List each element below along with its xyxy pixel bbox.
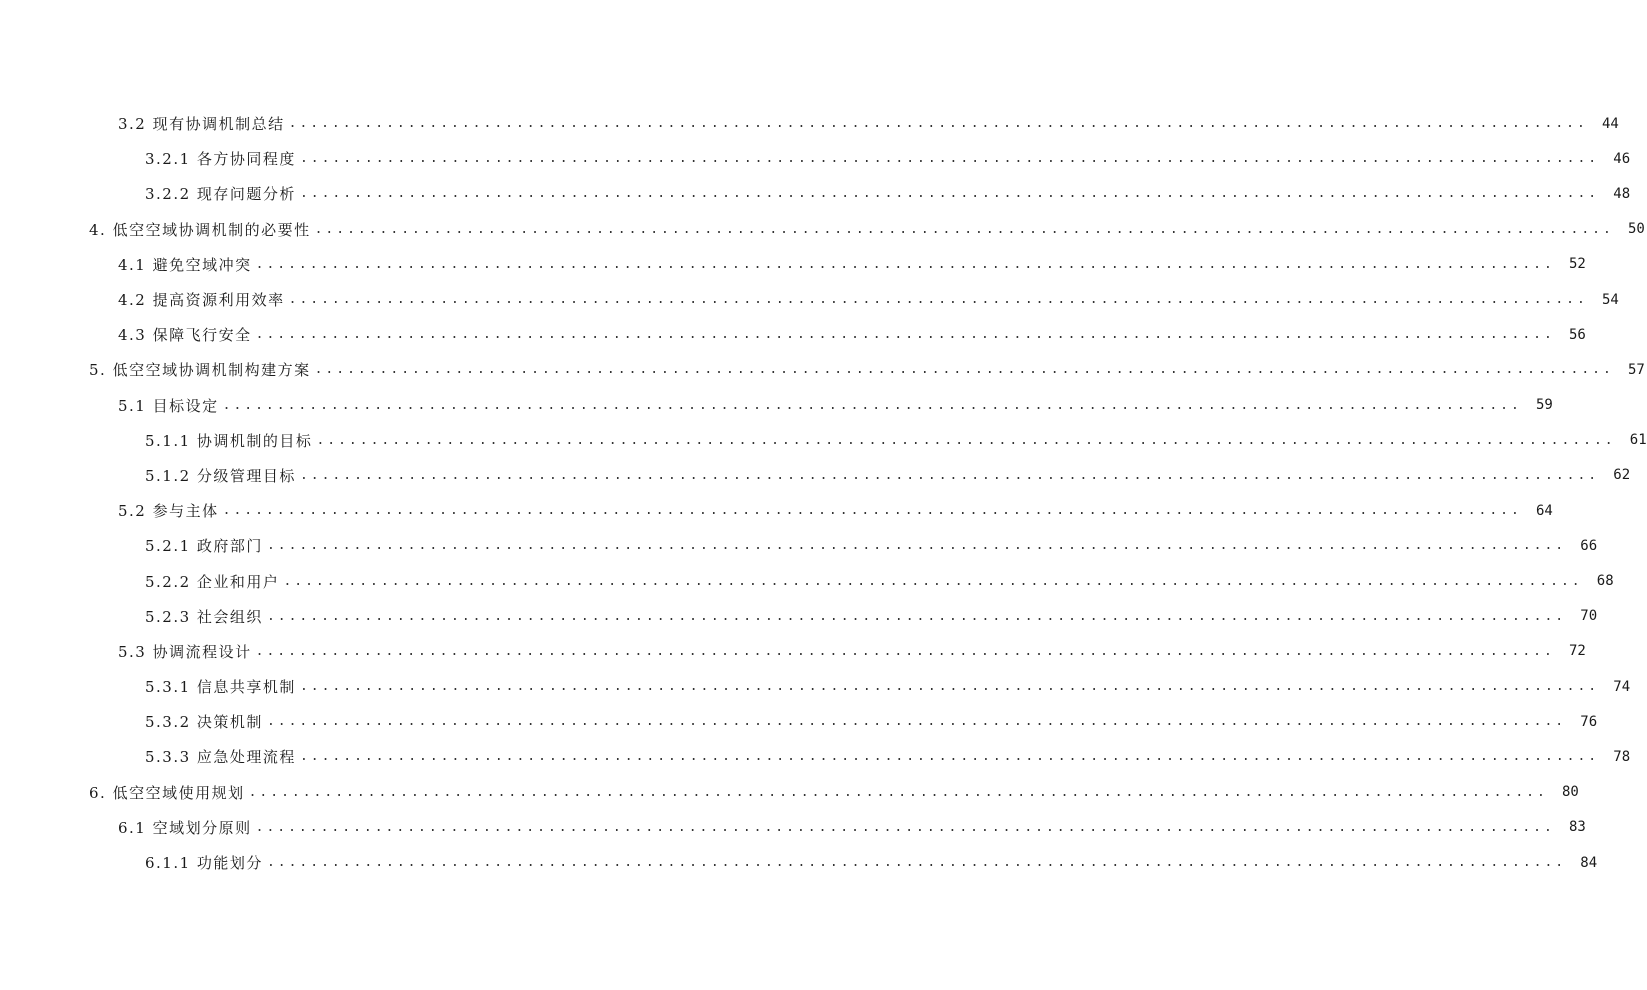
toc-entry-text: 4. 低空空域协调机制的必要性 bbox=[89, 220, 311, 239]
toc-page-number: 48 bbox=[1613, 185, 1631, 202]
toc-entry-text: 4.1 避免空域冲突 bbox=[118, 255, 252, 274]
toc-entry-text: 5.3.2 决策机制 bbox=[145, 713, 263, 732]
dot-leader: ........................................................................................................................ bbox=[255, 643, 1555, 659]
dot-leader: ........................................................................................................................ bbox=[255, 819, 1555, 835]
toc-entry-text: 4.2 提高资源利用效率 bbox=[118, 291, 285, 310]
dot-leader: ........................................................................................................................ bbox=[314, 362, 1614, 378]
toc-page-number: 84 bbox=[1580, 854, 1598, 871]
toc-entry-5-1-2[interactable] bbox=[0, 458, 1631, 493]
toc-page-number: 54 bbox=[1601, 291, 1619, 308]
toc-entry-5-3[interactable] bbox=[0, 634, 1586, 669]
toc-page-number: 52 bbox=[1568, 256, 1586, 273]
toc-entry-text: 5.1 目标设定 bbox=[118, 396, 219, 415]
toc-entry-5-1[interactable] bbox=[0, 388, 1553, 423]
toc-entry-text: 5. 低空空域协调机制构建方案 bbox=[89, 361, 311, 380]
dot-leader: ........................................................................................................................ bbox=[299, 749, 1600, 765]
toc-entry-text: 3.2.2 现存问题分析 bbox=[145, 185, 296, 204]
toc-entry-text: 5.2 参与主体 bbox=[118, 502, 219, 521]
toc-page-number: 59 bbox=[1535, 397, 1553, 414]
toc-entry-5-3-3[interactable] bbox=[0, 739, 1631, 774]
dot-leader: ........................................................................................................................ bbox=[314, 221, 1614, 237]
dot-leader: ........................................................................................................................ bbox=[316, 432, 1616, 448]
toc-entry-5[interactable] bbox=[0, 352, 1645, 387]
dot-leader: ........................................................................................................................ bbox=[255, 256, 1555, 272]
toc-page-number: 83 bbox=[1568, 819, 1586, 836]
toc-entry-5-2[interactable] bbox=[0, 493, 1553, 528]
toc-entry-6[interactable] bbox=[0, 775, 1579, 810]
toc-entry-3-2-2[interactable] bbox=[0, 176, 1631, 211]
toc-page-number: 61 bbox=[1629, 432, 1647, 449]
dot-leader: ........................................................................................................................ bbox=[266, 855, 1567, 871]
dot-leader: ........................................................................................................................ bbox=[222, 397, 1522, 413]
toc-page-number: 80 bbox=[1561, 784, 1579, 801]
toc-entry-text: 5.3 协调流程设计 bbox=[118, 642, 252, 661]
dot-leader: ........................................................................................................................ bbox=[222, 503, 1522, 519]
toc-page-number: 68 bbox=[1596, 573, 1614, 590]
dot-leader: ........................................................................................................................ bbox=[266, 608, 1567, 624]
dot-leader: ........................................................................................................................ bbox=[266, 714, 1567, 730]
toc-page-number: 46 bbox=[1613, 150, 1631, 167]
dot-leader: ........................................................................................................................ bbox=[299, 151, 1600, 167]
toc-entry-3-2[interactable] bbox=[0, 106, 1619, 141]
toc-page-number: 50 bbox=[1627, 221, 1645, 238]
dot-leader: ........................................................................................................................ bbox=[288, 292, 1588, 308]
toc-entry-4[interactable] bbox=[0, 212, 1645, 247]
toc-entry-text: 3.2.1 各方协同程度 bbox=[145, 150, 296, 169]
toc-entry-text: 5.3.3 应急处理流程 bbox=[145, 748, 296, 767]
toc-entry-5-2-3[interactable] bbox=[0, 599, 1598, 634]
toc-entry-5-3-2[interactable] bbox=[0, 704, 1598, 739]
dot-leader: ........................................................................................................................ bbox=[266, 538, 1567, 554]
dot-leader: ........................................................................................................................ bbox=[255, 327, 1555, 343]
toc-entry-5-2-1[interactable] bbox=[0, 528, 1598, 563]
toc-page-number: 57 bbox=[1627, 361, 1645, 378]
toc-entry-5-3-1[interactable] bbox=[0, 669, 1631, 704]
toc-page-number: 76 bbox=[1580, 713, 1598, 730]
toc-entry-3-2-1[interactable] bbox=[0, 141, 1631, 176]
dot-leader: ........................................................................................................................ bbox=[299, 467, 1600, 483]
toc-entry-text: 5.2.2 企业和用户 bbox=[145, 572, 280, 591]
toc-entry-text: 6. 低空空域使用规划 bbox=[89, 783, 245, 802]
toc-page-number: 56 bbox=[1568, 326, 1586, 343]
toc-page-number: 72 bbox=[1568, 643, 1586, 660]
toc-page-number: 78 bbox=[1613, 748, 1631, 765]
toc-entry-text: 3.2 现有协调机制总结 bbox=[118, 115, 285, 134]
toc-entry-5-2-2[interactable] bbox=[0, 563, 1614, 598]
toc-page-number: 64 bbox=[1535, 502, 1553, 519]
dot-leader: ........................................................................................................................ bbox=[299, 679, 1600, 695]
toc-entry-text: 6.1.1 功能划分 bbox=[145, 854, 263, 873]
toc-entry-text: 5.1.1 协调机制的目标 bbox=[145, 431, 313, 450]
toc-entry-text: 5.2.1 政府部门 bbox=[145, 537, 263, 556]
dot-leader: ........................................................................................................................ bbox=[299, 186, 1600, 202]
toc-entry-6-1[interactable] bbox=[0, 810, 1586, 845]
toc-entry-6-1-1[interactable] bbox=[0, 845, 1598, 880]
toc-entry-text: 5.3.1 信息共享机制 bbox=[145, 678, 296, 697]
toc-entry-4-2[interactable] bbox=[0, 282, 1619, 317]
toc-page-number: 62 bbox=[1613, 467, 1631, 484]
toc-entry-text: 5.2.3 社会组织 bbox=[145, 607, 263, 626]
table-of-contents bbox=[0, 106, 1647, 880]
toc-entry-text: 5.1.2 分级管理目标 bbox=[145, 466, 296, 485]
toc-entry-5-1-1[interactable] bbox=[0, 423, 1647, 458]
toc-page-number: 70 bbox=[1580, 608, 1598, 625]
toc-entry-4-3[interactable] bbox=[0, 317, 1586, 352]
toc-page-number: 74 bbox=[1613, 678, 1631, 695]
toc-page-number: 66 bbox=[1580, 537, 1598, 554]
dot-leader: ........................................................................................................................ bbox=[248, 784, 1548, 800]
toc-entry-text: 4.3 保障飞行安全 bbox=[118, 326, 252, 345]
toc-entry-text: 6.1 空域划分原则 bbox=[118, 818, 252, 837]
toc-entry-4-1[interactable] bbox=[0, 247, 1586, 282]
toc-page-number: 44 bbox=[1601, 115, 1619, 132]
dot-leader: ........................................................................................................................ bbox=[283, 573, 1583, 589]
dot-leader: ........................................................................................................................ bbox=[288, 116, 1588, 132]
